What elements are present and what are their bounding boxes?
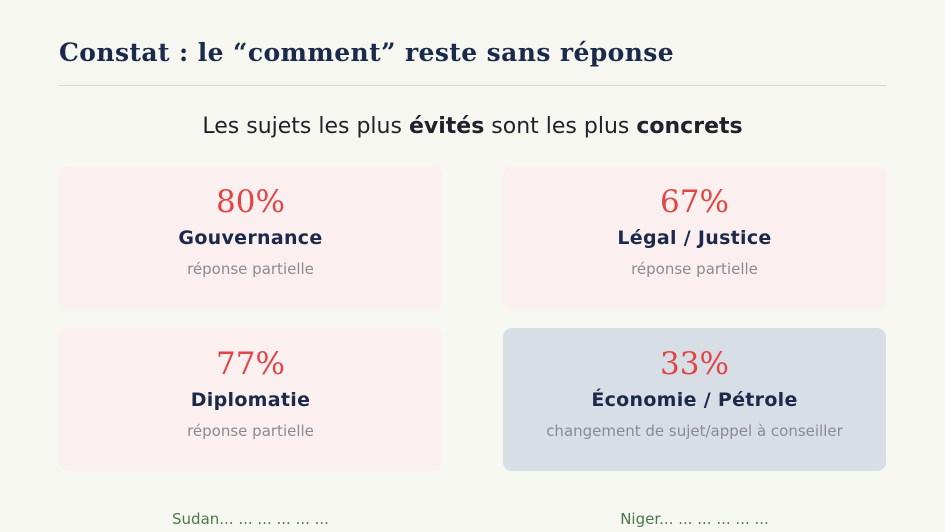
stat-note: réponse partielle bbox=[187, 259, 314, 278]
title-divider bbox=[59, 85, 886, 86]
stat-percent: 67% bbox=[660, 184, 729, 220]
stat-card-gouvernance bbox=[59, 166, 442, 309]
stat-card-grid bbox=[59, 166, 886, 471]
slide-subtitle bbox=[59, 114, 886, 139]
stat-percent: 80% bbox=[216, 184, 285, 220]
stat-label: Légal / Justice bbox=[617, 226, 772, 249]
stat-note: réponse partielle bbox=[187, 421, 314, 440]
subtitle-emphasis-concrets: concrets bbox=[636, 114, 743, 139]
subtitle-emphasis-evites: évités bbox=[408, 114, 485, 139]
stat-card-diplomatie bbox=[59, 328, 442, 471]
stat-label: Économie / Pétrole bbox=[591, 388, 798, 411]
subtitle-text-middle: sont les plus bbox=[484, 114, 637, 139]
footnote-row bbox=[59, 510, 886, 532]
subtitle-text-before: Les sujets les plus bbox=[202, 114, 409, 139]
stat-note: réponse partielle bbox=[631, 259, 758, 278]
stat-percent: 33% bbox=[660, 346, 729, 382]
footnote-left: Sudan... ... ... ... ... ... bbox=[172, 510, 329, 528]
stat-label: Gouvernance bbox=[178, 226, 323, 249]
stat-card-economie-petrole bbox=[503, 328, 886, 471]
stat-card-legal-justice bbox=[503, 166, 886, 309]
stat-percent: 77% bbox=[216, 346, 285, 382]
stat-label: Diplomatie bbox=[190, 388, 311, 411]
stat-note: changement de sujet/appel à conseiller bbox=[546, 421, 843, 440]
footnote-right: Niger... ... ... ... ... ... bbox=[620, 510, 769, 528]
page-title: Constat : le “comment” reste sans réponse bbox=[59, 38, 675, 67]
